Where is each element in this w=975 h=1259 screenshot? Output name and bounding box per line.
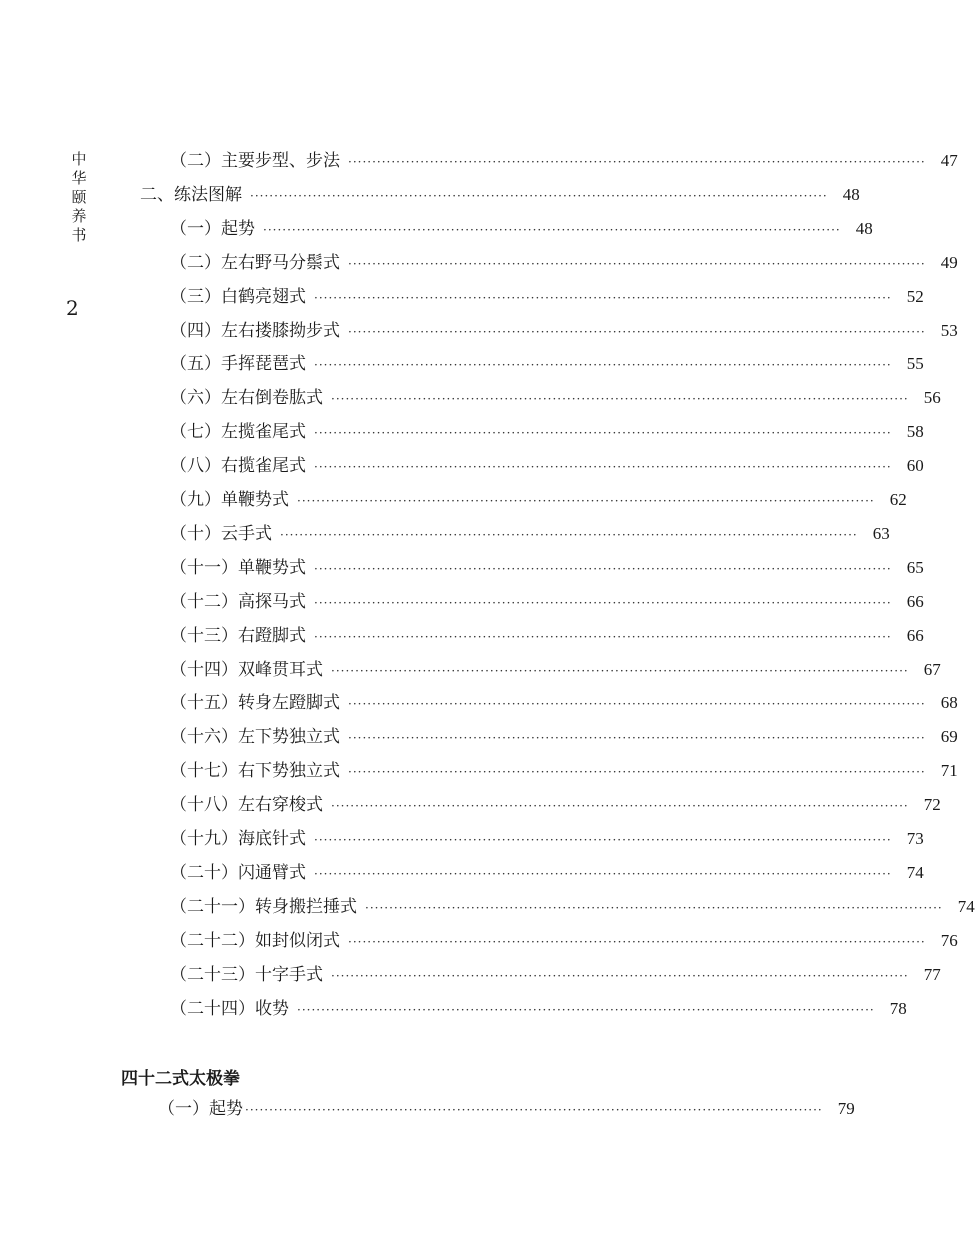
toc-entry-title: （十五）转身左蹬脚式 [170, 693, 340, 713]
toc-entry-page: 55 [906, 354, 924, 373]
toc-entry-page: 79 [837, 1099, 855, 1118]
toc-leader-dots: ························································································································ [250, 189, 828, 203]
toc-entry-page: 76 [940, 931, 958, 950]
toc-leader-dots: ························································································································ [314, 562, 892, 576]
toc-entry-page: 71 [940, 761, 958, 780]
toc-leader-dots: ························································································································ [314, 426, 892, 440]
toc-leader-dots: ························································································································ [314, 630, 892, 644]
running-header-char: 颐 [71, 188, 87, 206]
toc-entry[interactable] [170, 758, 958, 784]
toc-entry[interactable] [170, 250, 958, 276]
toc-entry-page: 65 [906, 558, 924, 577]
toc-leader-dots: ························································································································ [331, 969, 909, 983]
toc-entry[interactable] [170, 351, 924, 377]
toc-leader-dots: ························································································································ [314, 833, 892, 847]
toc-entry-title: （二十二）如封似闭式 [170, 931, 340, 951]
toc-entry[interactable] [170, 860, 924, 886]
toc-entry[interactable] [170, 724, 958, 750]
toc-entry-page: 63 [872, 524, 890, 543]
toc-entry-page: 53 [940, 321, 958, 340]
toc-entry-title: （十四）双峰贯耳式 [170, 660, 323, 680]
toc-entry-title: （二）左右野马分鬃式 [170, 253, 340, 273]
toc-entry-title: （六）左右倒卷肱式 [170, 388, 323, 408]
toc-entry-page: 68 [940, 693, 958, 712]
toc-entry[interactable] [170, 894, 975, 920]
toc-entry[interactable] [170, 928, 958, 954]
toc-entry-page: 49 [940, 253, 958, 272]
toc-entry-page: 60 [906, 456, 924, 475]
toc-entry-page: 66 [906, 626, 924, 645]
toc-entry-title: （九）单鞭势式 [170, 490, 289, 510]
toc-entry-title: （八）右揽雀尾式 [170, 456, 306, 476]
toc-leader-dots: ························································································································ [297, 494, 875, 508]
toc-entry-page: 62 [889, 490, 907, 509]
toc-entry-page: 66 [906, 592, 924, 611]
toc-entry-title: （十八）左右穿梭式 [170, 795, 323, 815]
toc-entry-title: （十）云手式 [170, 524, 272, 544]
running-header-char: 中 [71, 150, 87, 168]
toc-entry-title: （二十一）转身搬拦捶式 [170, 897, 357, 917]
toc-entry-title: 二、练法图解 [140, 185, 242, 205]
toc-leader-dots: ························································································································ [331, 664, 909, 678]
toc-leader-dots: ························································································································ [348, 697, 926, 711]
toc-entry[interactable] [158, 1096, 855, 1122]
toc-entry-page: 48 [842, 185, 860, 204]
toc-leader-dots: ························································································································ [245, 1103, 823, 1117]
toc-entry-page: 73 [906, 829, 924, 848]
toc-leader-dots: ························································································································ [280, 528, 858, 542]
running-header [68, 150, 90, 245]
toc-leader-dots: ························································································································ [348, 155, 926, 169]
page-number: 2 [66, 296, 79, 320]
section-heading: 四十二式太极拳 [121, 1069, 240, 1089]
toc-entry-title: （七）左揽雀尾式 [170, 422, 306, 442]
toc-leader-dots: ························································································································ [314, 867, 892, 881]
toc-leader-dots: ························································································································ [314, 291, 892, 305]
toc-entry-page: 78 [889, 999, 907, 1018]
toc-entry-title: （十二）高探马式 [170, 592, 306, 612]
toc-entry[interactable] [170, 657, 941, 683]
toc-entry[interactable] [170, 826, 924, 852]
toc-entry-title: （五）手挥琵琶式 [170, 354, 306, 374]
toc-entry-title: （二十四）收势 [170, 999, 289, 1019]
toc-entry-title: （十一）单鞭势式 [170, 558, 306, 578]
running-header-char: 书 [71, 226, 87, 244]
toc-entry[interactable] [170, 148, 958, 174]
toc-leader-dots: ························································································································ [365, 901, 943, 915]
toc-leader-dots: ························································································································ [331, 392, 909, 406]
toc-entry[interactable] [170, 996, 907, 1022]
toc-entry[interactable] [140, 182, 860, 208]
toc-entry-title: （十九）海底针式 [170, 829, 306, 849]
toc-entry[interactable] [170, 385, 941, 411]
toc-entry-title: （一）起势 [158, 1099, 243, 1119]
toc-entry-title: （一）起势 [170, 219, 255, 239]
toc-entry[interactable] [170, 962, 941, 988]
toc-entry-page: 58 [906, 422, 924, 441]
toc-leader-dots: ························································································································ [314, 358, 892, 372]
toc-entry-title: （十六）左下势独立式 [170, 727, 340, 747]
toc-entry-page: 48 [855, 219, 873, 238]
toc-leader-dots: ························································································································ [314, 460, 892, 474]
toc-entry-page: 74 [906, 863, 924, 882]
toc-entry-title: （二十）闪通臂式 [170, 863, 306, 883]
toc-entry-page: 67 [923, 660, 941, 679]
toc-entry-title: （三）白鹤亮翅式 [170, 287, 306, 307]
toc-leader-dots: ························································································································ [348, 257, 926, 271]
toc-entry[interactable] [170, 792, 941, 818]
toc-entry[interactable] [170, 453, 924, 479]
toc-leader-dots: ························································································································ [263, 223, 841, 237]
toc-entry-page: 47 [940, 151, 958, 170]
toc-entry[interactable] [170, 419, 924, 445]
toc-leader-dots: ························································································································ [348, 935, 926, 949]
toc-entry-page: 56 [923, 388, 941, 407]
toc-entry-page: 69 [940, 727, 958, 746]
running-header-char: 养 [71, 207, 87, 225]
toc-entry[interactable] [170, 521, 890, 547]
toc-entry[interactable] [170, 284, 924, 310]
toc-entry[interactable] [170, 555, 924, 581]
toc-entry-page: 72 [923, 795, 941, 814]
toc-leader-dots: ························································································································ [348, 731, 926, 745]
toc-entry-page: 74 [957, 897, 975, 916]
toc-entry-title: （四）左右搂膝拗步式 [170, 321, 340, 341]
toc-leader-dots: ························································································································ [314, 596, 892, 610]
toc-entry[interactable] [170, 216, 873, 242]
toc-entry-title: （二）主要步型、步法 [170, 151, 340, 171]
toc-entry-page: 77 [923, 965, 941, 984]
toc-entry[interactable] [170, 690, 958, 716]
running-header-char: 华 [71, 169, 87, 187]
toc-entry-title: （十七）右下势独立式 [170, 761, 340, 781]
toc-leader-dots: ························································································································ [297, 1003, 875, 1017]
toc-entry-title: （十三）右蹬脚式 [170, 626, 306, 646]
toc-entry[interactable] [170, 589, 924, 615]
toc-entry[interactable] [170, 318, 958, 344]
toc-entry-page: 52 [906, 287, 924, 306]
toc-entry-title: （二十三）十字手式 [170, 965, 323, 985]
toc-entry[interactable] [170, 623, 924, 649]
toc-leader-dots: ························································································································ [331, 799, 909, 813]
toc-leader-dots: ························································································································ [348, 765, 926, 779]
toc-leader-dots: ························································································································ [348, 325, 926, 339]
toc-entry[interactable] [170, 487, 907, 513]
